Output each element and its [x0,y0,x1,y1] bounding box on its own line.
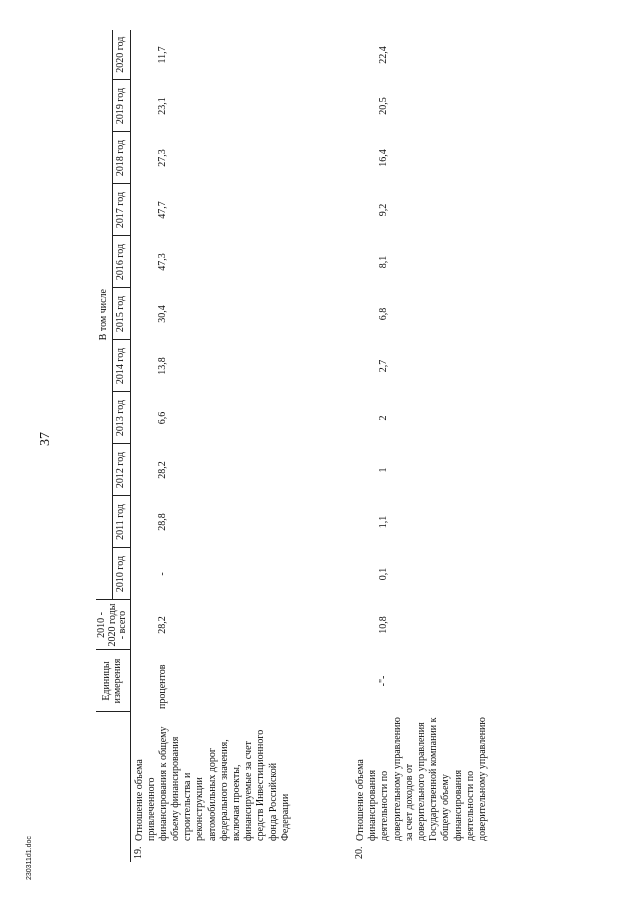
row-indicator-name: Отношение объема привлеченного финансирования к общему объему финансирования строительства и реконструкции автомобильных дорог федерального значения, включая проекты, финансируемые за счет средств Инвестиционного фонда Российской Федерации [133,726,291,841]
header-year: 2019 год [113,80,130,132]
indicators-table [96,30,491,862]
row-value: 20,5 [378,97,389,115]
row-value: 13,8 [156,357,168,375]
row-value: - [156,572,168,576]
rotated-table-container [96,32,640,862]
row-value: 11,7 [156,46,168,64]
row-value: 47,7 [156,201,168,219]
table-row [130,30,352,862]
header-year: 2020 год [113,30,130,80]
header-year: 2017 год [113,184,130,236]
header-year: 2018 год [113,132,130,184]
row-value: 28,2 [156,461,168,479]
row-value: 2,7 [378,359,389,373]
row-index: 19. [132,846,144,859]
row-total: 10,8 [378,616,389,634]
row-value: 2 [378,415,389,421]
row-value: 28,8 [156,513,168,531]
header-units: Единицы измерения [96,650,130,712]
table-row [352,30,491,862]
row-indicator-name: Отношение объема финансирования деятельности по доверительному управлению за счет доходов от доверительного управления Государственной компании к общему объему финансирования деятельности по доверительному управлению [355,717,488,841]
row-total: 28,2 [156,616,168,634]
header-incl: В том числе [96,30,113,600]
row-value: 1 [378,467,389,473]
row-unit: -"- [378,675,389,687]
page-number: 37 [38,432,53,446]
header-year: 2014 год [113,340,130,392]
row-value: 6,6 [156,411,168,425]
row-value: 30,4 [156,305,168,323]
footer-file-code: 230311d1.doc [26,836,33,880]
header-blank [96,712,130,862]
row-value: 1,1 [378,515,389,529]
row-index: 20. [354,846,365,859]
row-unit: процентов [156,664,168,709]
row-value: 27,3 [156,149,168,167]
row-value: 23,1 [156,97,168,115]
row-value: 0,1 [378,567,389,581]
header-year: 2013 год [113,392,130,444]
header-total: 2010 - 2020 годы - всего [96,600,130,650]
row-value: 9,2 [378,203,389,217]
row-value: 16,4 [378,149,389,167]
row-value: 8,1 [378,255,389,269]
row-value: 47,3 [156,253,168,271]
row-value: 22,4 [378,46,389,64]
header-year: 2016 год [113,236,130,288]
header-year: 2010 год [113,548,130,600]
header-year: 2011 год [113,496,130,548]
header-year: 2012 год [113,444,130,496]
header-year: 2015 год [113,288,130,340]
row-value: 6,8 [378,307,389,321]
